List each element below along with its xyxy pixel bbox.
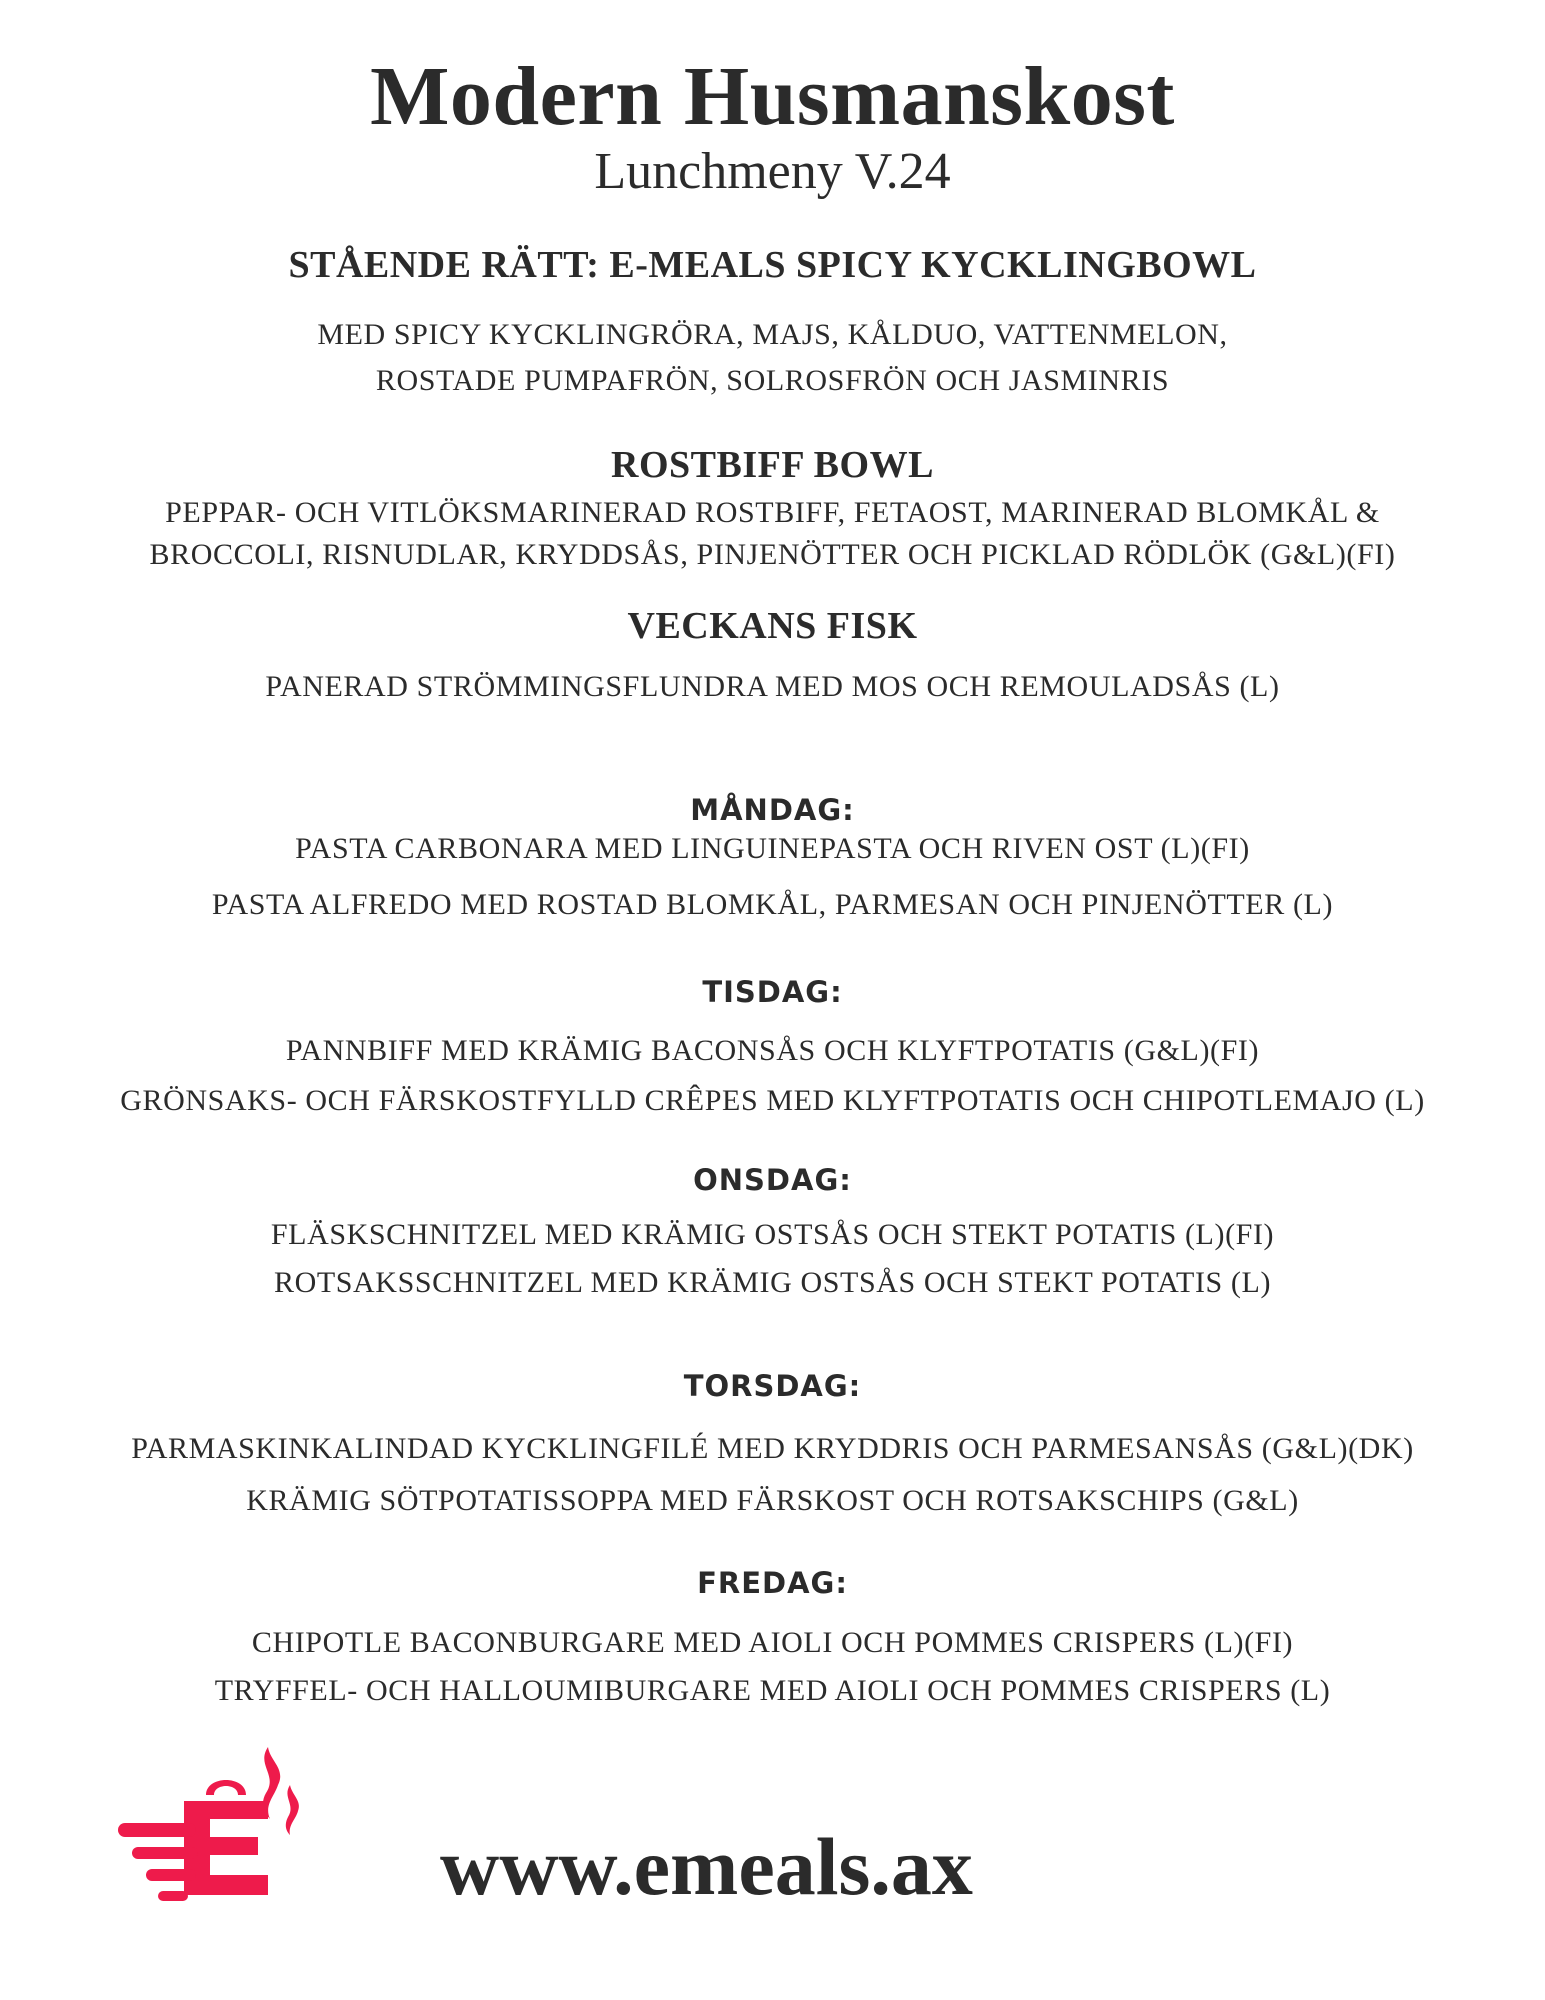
tuesday-dish-1: PANNBIFF MED KRÄMIG BACONSÅS OCH KLYFTPOTATIS (G&L)(FI) (285, 1034, 1260, 1067)
thursday-dish-1: PARMASKINKALINDAD KYCKLINGFILÉ MED KRYDDRIS OCH PARMESANSÅS (G&L)(DK) (131, 1432, 1414, 1465)
page-title: Modern Husmanskost (370, 50, 1175, 143)
wednesday-dish-1: FLÄSKSCHNITZEL MED KRÄMIG OSTSÅS OCH STEKT POTATIS (L)(FI) (270, 1218, 1275, 1251)
monday-dish-1: PASTA CARBONARA MED LINGUINEPASTA OCH RIVEN OST (L)(FI) (295, 832, 1250, 865)
day-label-thursday: TORSDAG: (683, 1369, 862, 1403)
day-label-wednesday: ONSDAG: (693, 1163, 852, 1197)
rostbiff-line-2: BROCCOLI, RISNUDLAR, KRYDDSÅS, PINJENÖTTER OCH PICKLAD RÖDLÖK (G&L)(FI) (149, 538, 1396, 571)
friday-dish-2: TRYFFEL- OCH HALLOUMIBURGARE MED AIOLI OCH POMMES CRISPERS (L) (214, 1674, 1331, 1707)
wednesday-dish-2: ROTSAKSSCHNITZEL MED KRÄMIG OSTSÅS OCH STEKT POTATIS (L) (273, 1266, 1272, 1299)
fish-heading: VECKANS FISK (627, 605, 918, 647)
fish-line-1: PANERAD STRÖMMINGSFLUNDRA MED MOS OCH REMOULADSÅS (L) (265, 670, 1280, 703)
website-url: www.emeals.ax (440, 1821, 973, 1912)
monday-dish-2: PASTA ALFREDO MED ROSTAD BLOMKÅL, PARMESAN OCH PINJENÖTTER (L) (211, 888, 1334, 921)
rostbiff-line-1: PEPPAR- OCH VITLÖKSMARINERAD ROSTBIFF, FETAOST, MARINERAD BLOMKÅL & (165, 496, 1380, 529)
page-subtitle: Lunchmeny V.24 (594, 143, 951, 200)
shopping-bag-e-logo-icon (118, 1735, 318, 1915)
rostbiff-heading: ROSTBIFF BOWL (611, 444, 934, 486)
standing-dish-line-1: MED SPICY KYCKLINGRÖRA, MAJS, KÅLDUO, VATTENMELON, (317, 318, 1228, 351)
standing-dish-heading: STÅENDE RÄTT: E-MEALS SPICY KYCKLINGBOWL (288, 244, 1257, 286)
friday-dish-1: CHIPOTLE BACONBURGARE MED AIOLI OCH POMMES CRISPERS (L)(FI) (251, 1626, 1294, 1659)
day-label-monday: MÅNDAG: (690, 793, 855, 827)
tuesday-dish-2: GRÖNSAKS- OCH FÄRSKOSTFYLLD CRÊPES MED KLYFTPOTATIS OCH CHIPOTLEMAJO (L) (120, 1084, 1425, 1117)
day-label-tuesday: TISDAG: (702, 975, 843, 1009)
thursday-dish-2: KRÄMIG SÖTPOTATISSOPPA MED FÄRSKOST OCH ROTSAKSCHIPS (G&L) (246, 1484, 1299, 1517)
standing-dish-line-2: ROSTADE PUMPAFRÖN, SOLROSFRÖN OCH JASMINRIS (375, 364, 1170, 397)
day-label-friday: FREDAG: (697, 1566, 848, 1600)
